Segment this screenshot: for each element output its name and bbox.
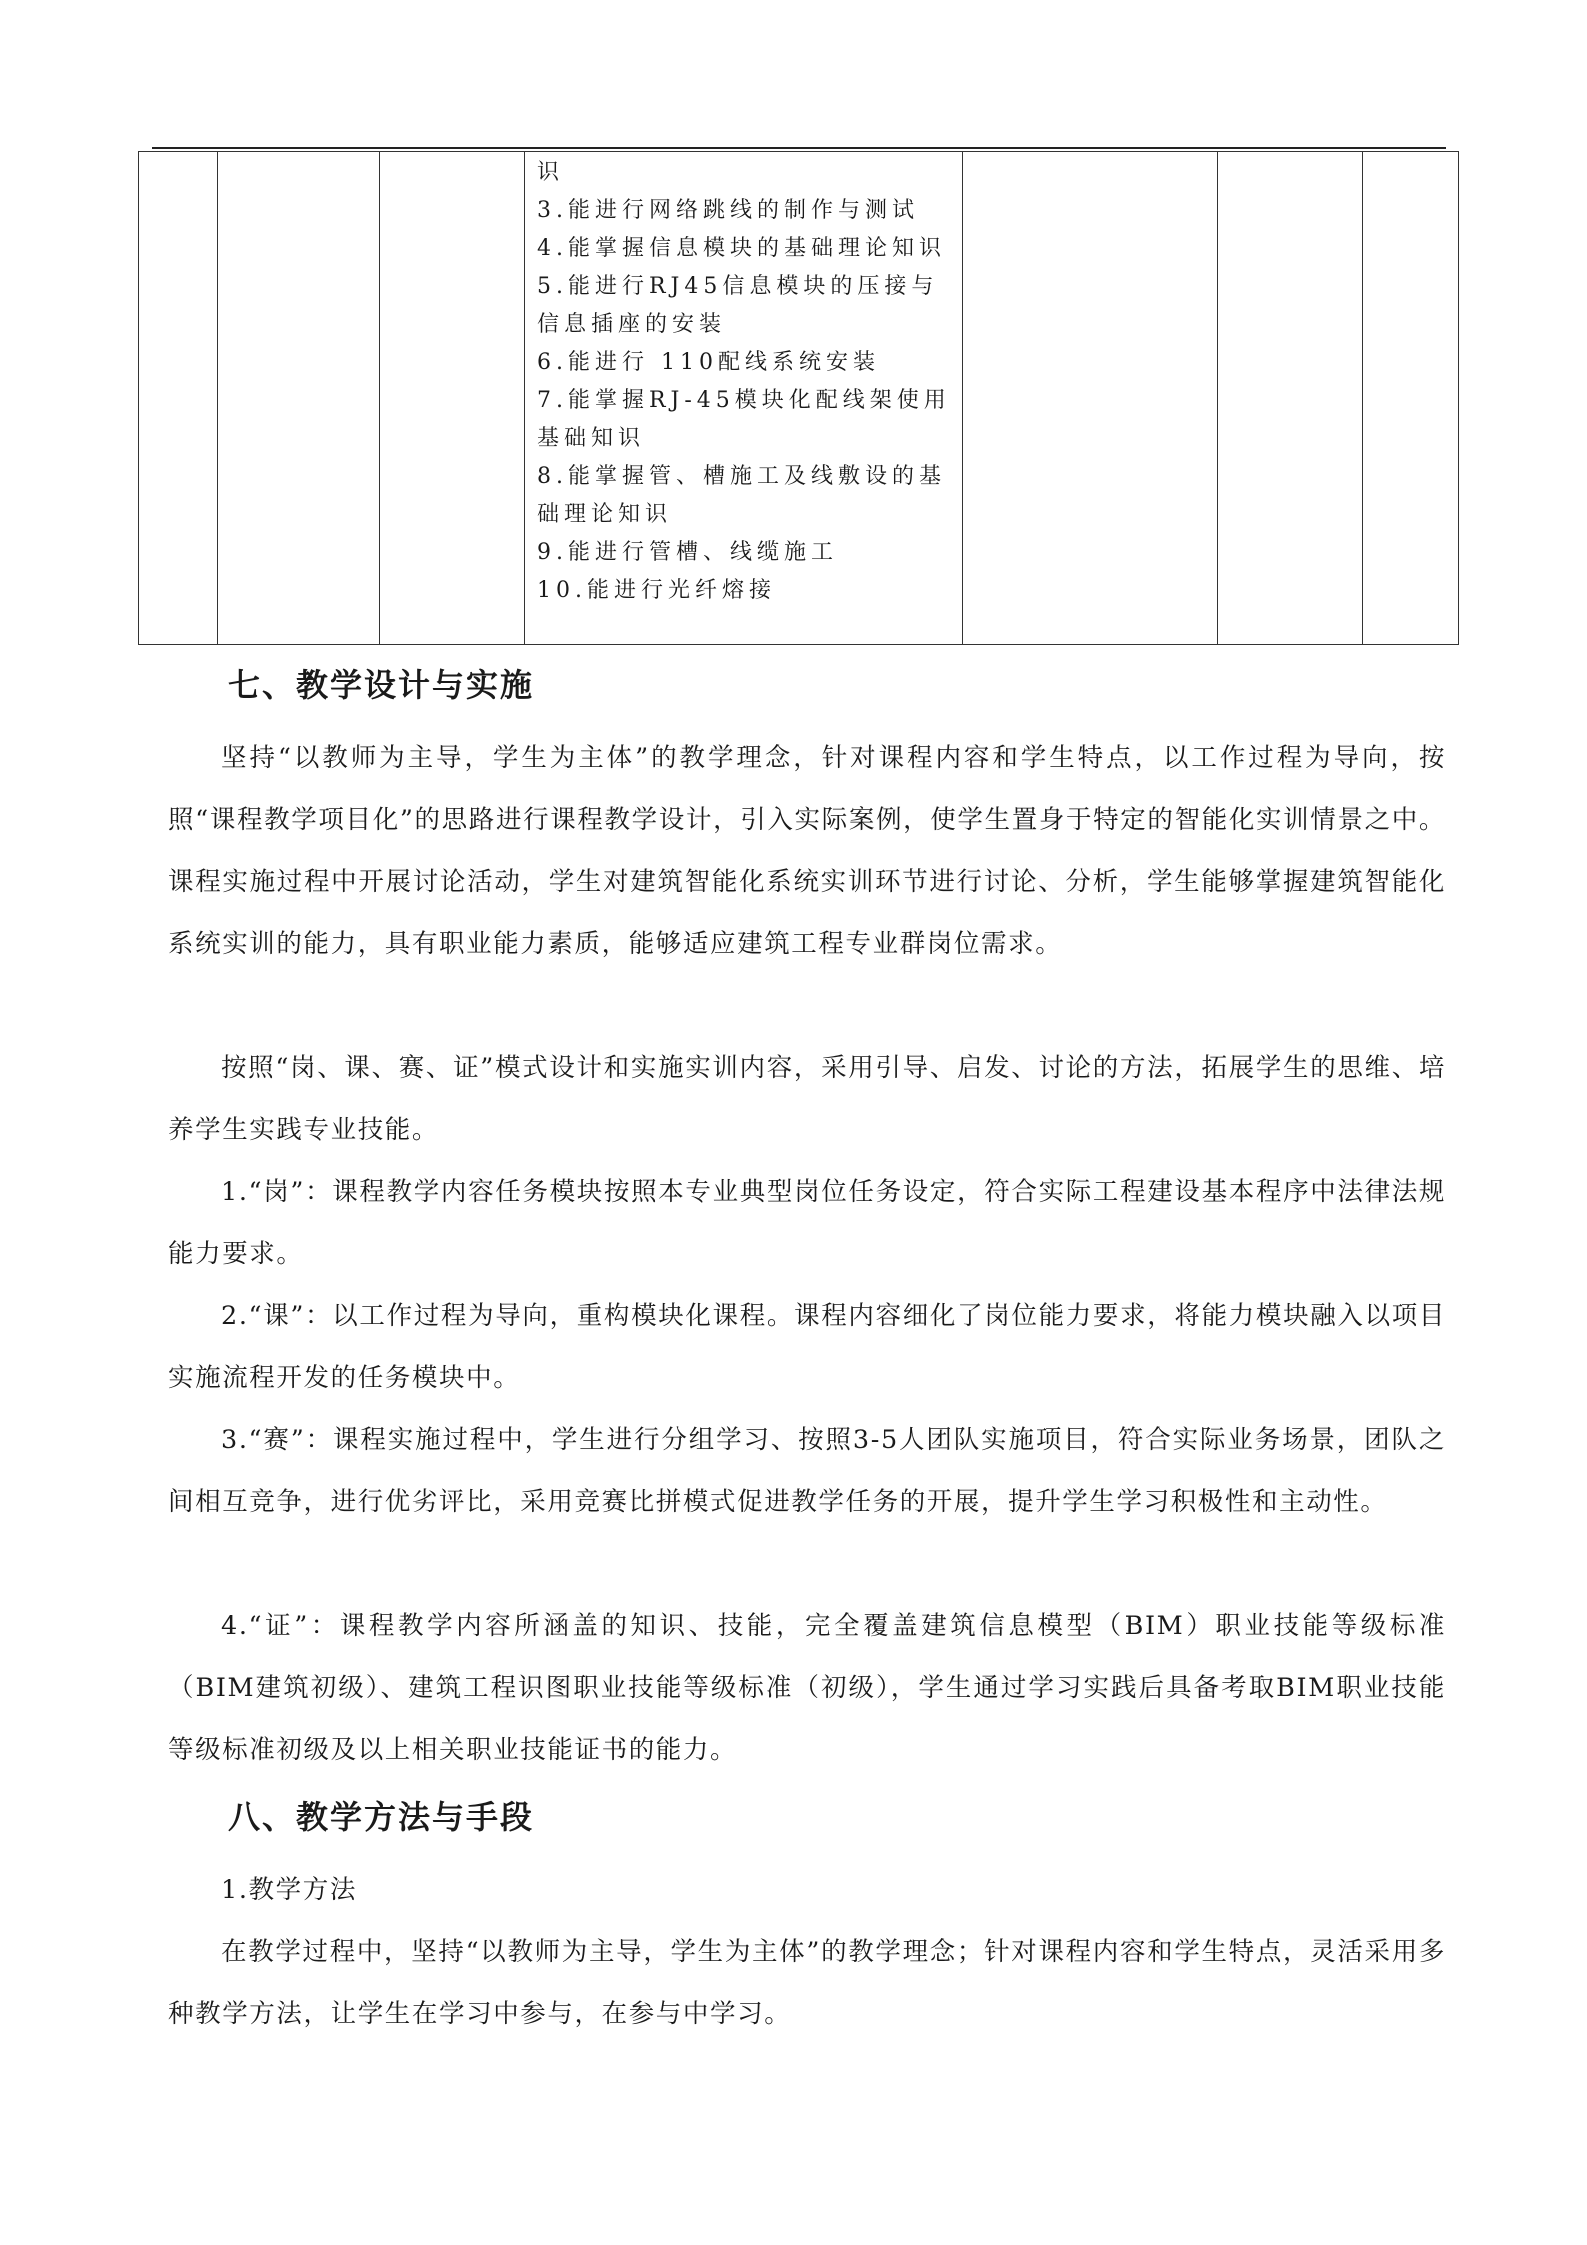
table-cell-requirements xyxy=(963,152,1218,645)
ability-item: 5.能进行RJ45信息模块的压接与信息插座的安装 xyxy=(537,274,939,337)
table-cell-notes xyxy=(1363,152,1459,645)
table-cell-abilities xyxy=(525,152,963,645)
table-cell-hours xyxy=(1218,152,1363,645)
ability-item: 6.能进行 110配线系统安装 xyxy=(537,350,880,375)
section-8-subheading: 1.教学方法 xyxy=(221,1875,357,1905)
section-7-heading: 七、教学设计与实施 xyxy=(228,666,535,704)
table-row xyxy=(139,152,1459,645)
table-cell-task xyxy=(380,152,525,645)
section-8-paragraph: 在教学过程中，坚持“以教师为主导，学生为主体”的教学理念；针对课程内容和学生特点，灵活采用多种教学方法，让学生在学习中参与，在参与中学习。 xyxy=(168,1937,1446,2029)
ability-item: 8.能掌握管、槽施工及线敷设的基础理论知识 xyxy=(537,464,946,527)
section-8-heading: 八、教学方法与手段 xyxy=(228,1798,535,1836)
ability-item: 9.能进行管槽、线缆施工 xyxy=(537,540,838,565)
table-cell-index xyxy=(139,152,218,645)
page-top-rule xyxy=(152,147,1446,149)
ability-item: 识 xyxy=(537,160,565,185)
ability-item: 3.能进行网络跳线的制作与测试 xyxy=(537,198,919,223)
section-7-item-course: 2.“课”：以工作过程为导向，重构模块化课程。课程内容细化了岗位能力要求，将能力模块融入以项目实施流程开发的任务模块中。 xyxy=(168,1301,1446,1393)
ability-item: 10.能进行光纤熔接 xyxy=(537,578,776,603)
table-cell-module xyxy=(218,152,380,645)
section-7-item-certificate: 4.“证”：课程教学内容所涵盖的知识、技能，完全覆盖建筑信息模型（BIM）职业技能等级标准（BIM建筑初级）、建筑工程识图职业技能等级标准（初级），学生通过学习实践后具备考取BIM职业技能等级标准初级及以上相关职业技能证书的能力。 xyxy=(168,1611,1446,1765)
section-7-paragraph-intro: 坚持“以教师为主导，学生为主体”的教学理念，针对课程内容和学生特点，以工作过程为导向，按照“课程教学项目化”的思路进行课程教学设计，引入实际案例，使学生置身于特定的智能化实训情景之中。课程实施过程中开展讨论活动，学生对建筑智能化系统实训环节进行讨论、分析，学生能够掌握建筑智能化系统实训的能力，具有职业能力素质，能够适应建筑工程专业群岗位需求。 xyxy=(168,743,1446,959)
ability-item: 4.能掌握信息模块的基础理论知识 xyxy=(537,236,946,261)
section-7-item-post: 1.“岗”：课程教学内容任务模块按照本专业典型岗位任务设定，符合实际工程建设基本程序中法律法规能力要求。 xyxy=(168,1177,1446,1269)
section-7-item-competition: 3.“赛”：课程实施过程中，学生进行分组学习、按照3-5人团队实施项目，符合实际业务场景，团队之间相互竞争，进行优劣评比，采用竞赛比拼模式促进教学任务的开展，提升学生学习积极性和主动性。 xyxy=(168,1425,1446,1517)
section-7-paragraph-model: 按照“岗、课、赛、证”模式设计和实施实训内容，采用引导、启发、讨论的方法，拓展学生的思维、培养学生实践专业技能。 xyxy=(168,1053,1446,1145)
course-content-table-continuation xyxy=(138,151,1459,645)
ability-item: 7.能掌握RJ-45模块化配线架使用基础知识 xyxy=(537,388,951,451)
